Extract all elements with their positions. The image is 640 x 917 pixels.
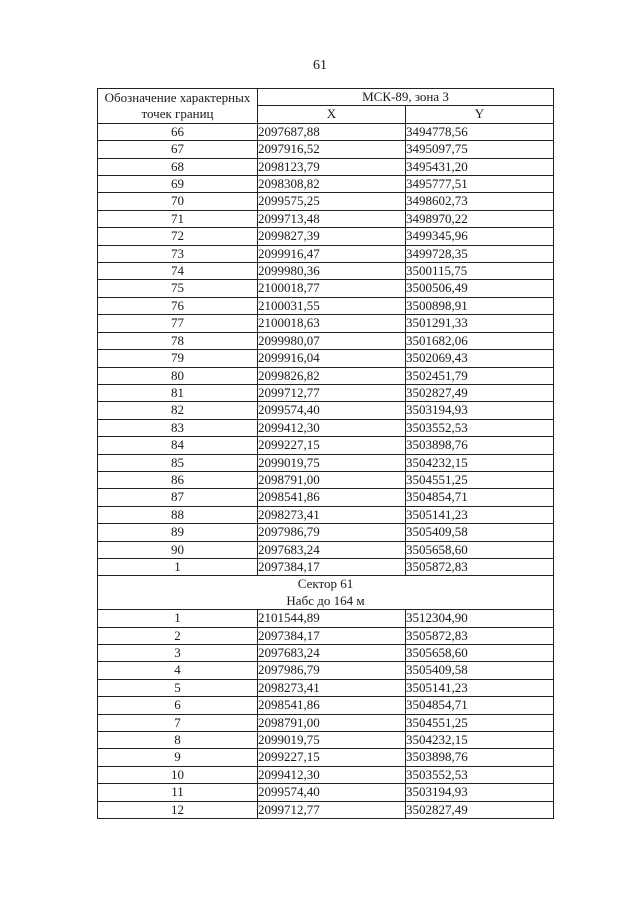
table-row [98,524,554,541]
table-row [98,176,554,193]
point-number: 76 [98,297,258,314]
table-row [98,801,554,818]
y-coordinate: 3499728,35 [406,245,554,262]
y-coordinate: 3495777,51 [406,176,554,193]
table-row [98,315,554,332]
y-coordinate: 3502451,79 [406,367,554,384]
y-coordinate: 3498602,73 [406,193,554,210]
point-number: 68 [98,158,258,175]
x-coordinate: 2098273,41 [258,679,406,696]
point-number: 7 [98,714,258,731]
table-row [98,506,554,523]
y-coordinate: 3505872,83 [406,558,554,575]
y-coordinate: 3505409,58 [406,662,554,679]
x-coordinate: 2097683,24 [258,541,406,558]
point-number: 81 [98,384,258,401]
x-coordinate: 2098541,86 [258,697,406,714]
y-coordinate: 3500506,49 [406,280,554,297]
point-number: 90 [98,541,258,558]
y-coordinate: 3494778,56 [406,123,554,140]
sector-caption [98,576,554,610]
y-coordinate: 3505141,23 [406,679,554,696]
table-row [98,402,554,419]
point-number: 83 [98,419,258,436]
coordinates-table [97,88,554,819]
y-coordinate: 3505409,58 [406,524,554,541]
table-row [98,471,554,488]
table-row [98,141,554,158]
table-row [98,280,554,297]
point-number: 88 [98,506,258,523]
table-row [98,732,554,749]
point-number: 89 [98,524,258,541]
y-coordinate: 3501291,33 [406,315,554,332]
point-number: 82 [98,402,258,419]
table-row [98,489,554,506]
x-coordinate: 2099412,30 [258,419,406,436]
x-coordinate: 2098308,82 [258,176,406,193]
point-number: 72 [98,228,258,245]
y-coordinate: 3505658,60 [406,541,554,558]
point-number: 86 [98,471,258,488]
sector-row [98,576,554,610]
x-header: X [258,106,406,123]
table-row [98,697,554,714]
table-row [98,454,554,471]
y-coordinate: 3503194,93 [406,402,554,419]
point-number: 85 [98,454,258,471]
table-row [98,158,554,175]
point-number: 79 [98,350,258,367]
table-row [98,367,554,384]
crs-header: МСК-89, зона 3 [258,89,554,106]
table-row [98,558,554,575]
point-number: 80 [98,367,258,384]
x-coordinate: 2099227,15 [258,437,406,454]
x-coordinate: 2099019,75 [258,732,406,749]
table-row [98,766,554,783]
y-coordinate: 3499345,96 [406,228,554,245]
x-coordinate: 2097687,88 [258,123,406,140]
table-row [98,332,554,349]
table-row [98,245,554,262]
table-row [98,297,554,314]
y-coordinate: 3512304,90 [406,610,554,627]
table-row [98,263,554,280]
y-coordinate: 3501682,06 [406,332,554,349]
table-row [98,714,554,731]
table-row [98,610,554,627]
table-row [98,437,554,454]
y-coordinate: 3498970,22 [406,210,554,227]
y-coordinate: 3505872,83 [406,627,554,644]
point-number: 70 [98,193,258,210]
point-number: 3 [98,645,258,662]
y-coordinate: 3495097,75 [406,141,554,158]
point-number: 1 [98,610,258,627]
x-coordinate: 2099980,07 [258,332,406,349]
x-coordinate: 2099227,15 [258,749,406,766]
x-coordinate: 2098791,00 [258,714,406,731]
x-coordinate: 2099712,77 [258,384,406,401]
table-row [98,541,554,558]
point-number: 4 [98,662,258,679]
points-block-b [98,610,554,819]
x-coordinate: 2099575,25 [258,193,406,210]
x-coordinate: 2097916,52 [258,141,406,158]
point-number: 73 [98,245,258,262]
table-row [98,384,554,401]
y-coordinate: 3503552,53 [406,419,554,436]
x-coordinate: 2099916,47 [258,245,406,262]
x-coordinate: 2099980,36 [258,263,406,280]
points-block-a [98,123,554,576]
point-number: 8 [98,732,258,749]
sector-block [98,576,554,610]
y-coordinate: 3503898,76 [406,437,554,454]
point-number: 67 [98,141,258,158]
y-coordinate: 3500898,91 [406,297,554,314]
x-coordinate: 2099412,30 [258,766,406,783]
point-number: 1 [98,558,258,575]
table-row [98,662,554,679]
y-coordinate: 3505141,23 [406,506,554,523]
point-number: 71 [98,210,258,227]
x-coordinate: 2099712,77 [258,801,406,818]
x-coordinate: 2098123,79 [258,158,406,175]
table-row [98,228,554,245]
x-coordinate: 2097986,79 [258,524,406,541]
x-coordinate: 2098791,00 [258,471,406,488]
table-row [98,193,554,210]
x-coordinate: 2099574,40 [258,784,406,801]
x-coordinate: 2099713,48 [258,210,406,227]
point-number: 11 [98,784,258,801]
y-coordinate: 3495431,20 [406,158,554,175]
x-coordinate: 2097384,17 [258,558,406,575]
page-number: 61 [313,58,327,73]
y-coordinate: 3504551,25 [406,471,554,488]
table-row [98,123,554,140]
x-coordinate: 2099019,75 [258,454,406,471]
table-row [98,627,554,644]
table-row [98,749,554,766]
y-coordinate: 3504232,15 [406,454,554,471]
y-header: Y [406,106,554,123]
table-row [98,645,554,662]
point-number: 74 [98,263,258,280]
point-number: 9 [98,749,258,766]
sector-subtitle: Набс до 164 м [286,592,365,608]
point-number: 66 [98,123,258,140]
point-number: 77 [98,315,258,332]
y-coordinate: 3503194,93 [406,784,554,801]
x-coordinate: 2097384,17 [258,627,406,644]
table-row [98,784,554,801]
designation-header: Обозначение характерных точек границ [98,89,258,124]
x-coordinate: 2100018,63 [258,315,406,332]
point-number: 87 [98,489,258,506]
point-number: 10 [98,766,258,783]
table-row [98,419,554,436]
x-coordinate: 2099574,40 [258,402,406,419]
table-row [98,350,554,367]
y-coordinate: 3504232,15 [406,732,554,749]
y-coordinate: 3503552,53 [406,766,554,783]
point-number: 5 [98,679,258,696]
y-coordinate: 3502069,43 [406,350,554,367]
x-coordinate: 2099916,04 [258,350,406,367]
point-number: 6 [98,697,258,714]
x-coordinate: 2098541,86 [258,489,406,506]
x-coordinate: 2100031,55 [258,297,406,314]
table-row [98,210,554,227]
y-coordinate: 3502827,49 [406,801,554,818]
point-number: 84 [98,437,258,454]
x-coordinate: 2101544,89 [258,610,406,627]
sector-title: Сектор 61 [297,576,354,592]
x-coordinate: 2099827,39 [258,228,406,245]
y-coordinate: 3505658,60 [406,645,554,662]
point-number: 75 [98,280,258,297]
x-coordinate: 2098273,41 [258,506,406,523]
x-coordinate: 2099826,82 [258,367,406,384]
y-coordinate: 3500115,75 [406,263,554,280]
y-coordinate: 3502827,49 [406,384,554,401]
y-coordinate: 3503898,76 [406,749,554,766]
x-coordinate: 2100018,77 [258,280,406,297]
y-coordinate: 3504854,71 [406,489,554,506]
x-coordinate: 2097986,79 [258,662,406,679]
point-number: 2 [98,627,258,644]
point-number: 78 [98,332,258,349]
y-coordinate: 3504854,71 [406,697,554,714]
y-coordinate: 3504551,25 [406,714,554,731]
table-row [98,679,554,696]
point-number: 69 [98,176,258,193]
point-number: 12 [98,801,258,818]
x-coordinate: 2097683,24 [258,645,406,662]
